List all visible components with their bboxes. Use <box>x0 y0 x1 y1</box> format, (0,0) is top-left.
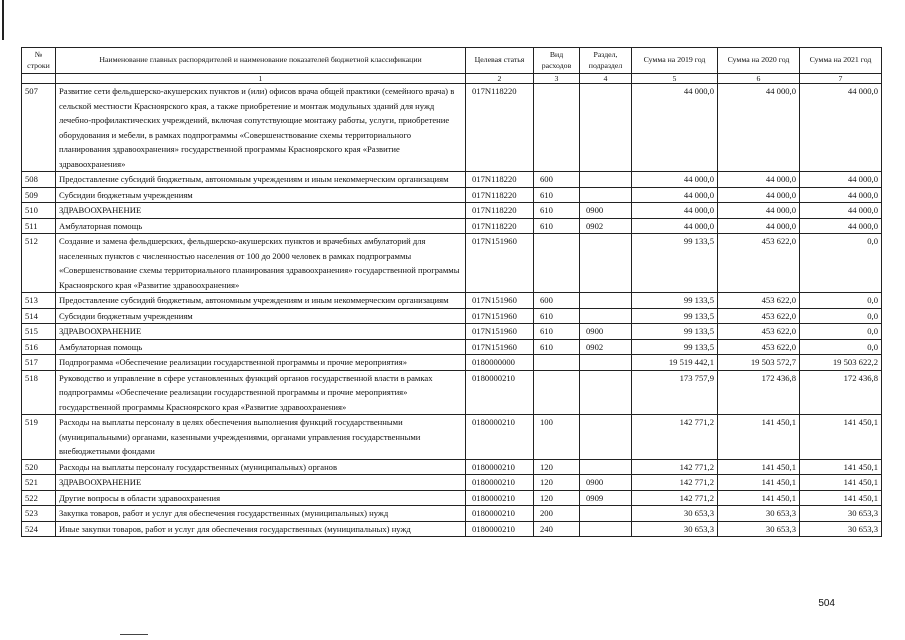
row-description: ЗДРАВООХРАНЕНИЕ <box>56 475 466 491</box>
table-row <box>22 506 882 522</box>
section-code <box>580 234 632 293</box>
section-code <box>580 370 632 415</box>
sum-2020: 30 653,3 <box>718 521 800 537</box>
expense-type: 240 <box>534 521 580 537</box>
expense-type: 610 <box>534 218 580 234</box>
row-number: 507 <box>22 84 56 172</box>
target-article: 017N151960 <box>466 339 534 355</box>
row-description: Руководство и управление в сфере установленных функций органов государственной власти в рамках подпрограммы «Обеспечение реализации государственной программы и прочие мероприятия» государственной программы Красноярского края «Развитие здравоохранения» <box>56 370 466 415</box>
column-number: 6 <box>718 74 800 84</box>
column-number: 5 <box>632 74 718 84</box>
table-row <box>22 293 882 309</box>
sum-2020: 44 000,0 <box>718 187 800 203</box>
sum-2020: 141 450,1 <box>718 490 800 506</box>
sum-2019: 30 653,3 <box>632 506 718 522</box>
sum-2020: 30 653,3 <box>718 506 800 522</box>
table-row <box>22 218 882 234</box>
target-article: 017N151960 <box>466 293 534 309</box>
sum-2020: 453 622,0 <box>718 324 800 340</box>
table-row <box>22 339 882 355</box>
section-code: 0909 <box>580 490 632 506</box>
expense-type: 120 <box>534 490 580 506</box>
row-number: 513 <box>22 293 56 309</box>
header-sum-2021: Сумма на 2021 год <box>800 48 882 74</box>
expense-type: 100 <box>534 415 580 460</box>
sum-2020: 44 000,0 <box>718 84 800 172</box>
sum-2021: 19 503 622,2 <box>800 355 882 371</box>
row-number: 510 <box>22 203 56 219</box>
row-number: 514 <box>22 308 56 324</box>
row-description: Подпрограмма «Обеспечение реализации государственной программы и прочие мероприятия» <box>56 355 466 371</box>
table-row <box>22 355 882 371</box>
header-section: Раздел, подраздел <box>580 48 632 74</box>
sum-2020: 141 450,1 <box>718 415 800 460</box>
section-code <box>580 172 632 188</box>
header-target: Целевая статья <box>466 48 534 74</box>
table-row <box>22 490 882 506</box>
sum-2019: 44 000,0 <box>632 203 718 219</box>
target-article: 0180000210 <box>466 459 534 475</box>
target-article: 017N118220 <box>466 218 534 234</box>
row-number: 522 <box>22 490 56 506</box>
section-code: 0902 <box>580 339 632 355</box>
expense-type <box>534 234 580 293</box>
column-number: 7 <box>800 74 882 84</box>
target-article: 0180000210 <box>466 521 534 537</box>
table-row <box>22 203 882 219</box>
table-row <box>22 324 882 340</box>
expense-type <box>534 370 580 415</box>
section-code <box>580 84 632 172</box>
sum-2020: 453 622,0 <box>718 293 800 309</box>
expense-type: 120 <box>534 475 580 491</box>
sum-2021: 44 000,0 <box>800 218 882 234</box>
sum-2021: 172 436,8 <box>800 370 882 415</box>
section-code <box>580 459 632 475</box>
target-article: 0180000210 <box>466 415 534 460</box>
header-row-no: № строки <box>22 48 56 74</box>
page-number: 504 <box>818 598 835 609</box>
section-code: 0900 <box>580 324 632 340</box>
sum-2019: 44 000,0 <box>632 218 718 234</box>
target-article: 017N118220 <box>466 187 534 203</box>
sum-2019: 142 771,2 <box>632 475 718 491</box>
table-row <box>22 172 882 188</box>
section-code <box>580 506 632 522</box>
sum-2019: 44 000,0 <box>632 187 718 203</box>
row-number: 524 <box>22 521 56 537</box>
expense-type: 610 <box>534 308 580 324</box>
row-number: 508 <box>22 172 56 188</box>
sum-2021: 141 450,1 <box>800 459 882 475</box>
target-article: 017N118220 <box>466 84 534 172</box>
sum-2019: 173 757,9 <box>632 370 718 415</box>
expense-type: 610 <box>534 324 580 340</box>
table-row <box>22 84 882 172</box>
table-row <box>22 415 882 460</box>
column-numbers-row <box>22 74 882 84</box>
table-row <box>22 475 882 491</box>
section-code <box>580 308 632 324</box>
row-description: Расходы на выплаты персоналу государственных (муниципальных) органов <box>56 459 466 475</box>
row-number: 521 <box>22 475 56 491</box>
table-body <box>22 84 882 537</box>
row-number: 517 <box>22 355 56 371</box>
footer-rule <box>120 634 148 635</box>
sum-2021: 141 450,1 <box>800 475 882 491</box>
sum-2021: 141 450,1 <box>800 415 882 460</box>
row-description: Субсидии бюджетным учреждениям <box>56 187 466 203</box>
header-row <box>22 48 882 74</box>
sum-2019: 44 000,0 <box>632 172 718 188</box>
table-row <box>22 234 882 293</box>
sum-2019: 142 771,2 <box>632 459 718 475</box>
sum-2020: 44 000,0 <box>718 218 800 234</box>
expense-type: 200 <box>534 506 580 522</box>
column-number: 1 <box>56 74 466 84</box>
table-row <box>22 308 882 324</box>
sum-2019: 99 133,5 <box>632 308 718 324</box>
column-number <box>22 74 56 84</box>
sum-2021: 44 000,0 <box>800 84 882 172</box>
row-number: 523 <box>22 506 56 522</box>
sum-2019: 142 771,2 <box>632 415 718 460</box>
row-description: Предоставление субсидий бюджетным, автономным учреждениям и иным некоммерческим организациям <box>56 172 466 188</box>
sum-2019: 19 519 442,1 <box>632 355 718 371</box>
header-sum-2020: Сумма на 2020 год <box>718 48 800 74</box>
row-number: 515 <box>22 324 56 340</box>
header-name: Наименование главных распорядителей и наименование показателей бюджетной классификации <box>56 48 466 74</box>
row-description: Амбулаторная помощь <box>56 339 466 355</box>
row-number: 512 <box>22 234 56 293</box>
margin-rule <box>2 0 4 40</box>
sum-2021: 30 653,3 <box>800 506 882 522</box>
table-row <box>22 187 882 203</box>
sum-2019: 44 000,0 <box>632 84 718 172</box>
row-number: 516 <box>22 339 56 355</box>
target-article: 017N118220 <box>466 172 534 188</box>
sum-2020: 44 000,0 <box>718 172 800 188</box>
sum-2020: 453 622,0 <box>718 339 800 355</box>
sum-2019: 99 133,5 <box>632 234 718 293</box>
column-number: 2 <box>466 74 534 84</box>
section-code: 0902 <box>580 218 632 234</box>
row-description: Амбулаторная помощь <box>56 218 466 234</box>
sum-2021: 44 000,0 <box>800 203 882 219</box>
target-article: 017N151960 <box>466 308 534 324</box>
section-code: 0900 <box>580 203 632 219</box>
row-number: 520 <box>22 459 56 475</box>
sum-2020: 453 622,0 <box>718 234 800 293</box>
sum-2021: 44 000,0 <box>800 187 882 203</box>
expense-type <box>534 355 580 371</box>
sum-2019: 99 133,5 <box>632 324 718 340</box>
row-number: 518 <box>22 370 56 415</box>
sum-2019: 30 653,3 <box>632 521 718 537</box>
sum-2020: 19 503 572,7 <box>718 355 800 371</box>
sum-2021: 141 450,1 <box>800 490 882 506</box>
header-type: Вид расходов <box>534 48 580 74</box>
column-number: 3 <box>534 74 580 84</box>
target-article: 017N118220 <box>466 203 534 219</box>
section-code <box>580 187 632 203</box>
table-row <box>22 521 882 537</box>
row-description: ЗДРАВООХРАНЕНИЕ <box>56 203 466 219</box>
sum-2021: 0,0 <box>800 339 882 355</box>
expense-type: 600 <box>534 293 580 309</box>
expense-type <box>534 84 580 172</box>
budget-table <box>21 47 882 537</box>
row-description: Субсидии бюджетным учреждениям <box>56 308 466 324</box>
target-article: 0180000210 <box>466 475 534 491</box>
row-number: 519 <box>22 415 56 460</box>
sum-2020: 141 450,1 <box>718 475 800 491</box>
sum-2020: 141 450,1 <box>718 459 800 475</box>
row-description: Иные закупки товаров, работ и услуг для обеспечения государственных (муниципальных) нужд <box>56 521 466 537</box>
row-description: ЗДРАВООХРАНЕНИЕ <box>56 324 466 340</box>
target-article: 0180000000 <box>466 355 534 371</box>
section-code <box>580 293 632 309</box>
header-sum-2019: Сумма на 2019 год <box>632 48 718 74</box>
sum-2021: 44 000,0 <box>800 172 882 188</box>
row-description: Другие вопросы в области здравоохранения <box>56 490 466 506</box>
target-article: 0180000210 <box>466 506 534 522</box>
section-code <box>580 415 632 460</box>
sum-2019: 99 133,5 <box>632 339 718 355</box>
sum-2019: 99 133,5 <box>632 293 718 309</box>
section-code: 0900 <box>580 475 632 491</box>
sum-2021: 30 653,3 <box>800 521 882 537</box>
expense-type: 610 <box>534 187 580 203</box>
expense-type: 120 <box>534 459 580 475</box>
target-article: 0180000210 <box>466 490 534 506</box>
row-description: Создание и замена фельдшерских, фельдшерско-акушерских пунктов и врачебных амбулаторий для населенных пунктов с численностью населения от 100 до 2000 человек в рамках подпрограммы «Совершенствование схемы территориального планирования здравоохранения» государственной программы Красноярского края «Развитие здравоохранения» <box>56 234 466 293</box>
expense-type: 610 <box>534 203 580 219</box>
sum-2020: 172 436,8 <box>718 370 800 415</box>
table-row <box>22 370 882 415</box>
column-number: 4 <box>580 74 632 84</box>
section-code <box>580 521 632 537</box>
target-article: 0180000210 <box>466 370 534 415</box>
target-article: 017N151960 <box>466 234 534 293</box>
sum-2021: 0,0 <box>800 234 882 293</box>
row-description: Расходы на выплаты персоналу в целях обеспечения выполнения функций государственными (муниципальными) органами, казенными учреждениями, органами управления государственными внебюджетными фондами <box>56 415 466 460</box>
row-description: Закупка товаров, работ и услуг для обеспечения государственных (муниципальных) нужд <box>56 506 466 522</box>
row-number: 509 <box>22 187 56 203</box>
table-row <box>22 459 882 475</box>
target-article: 017N151960 <box>466 324 534 340</box>
row-number: 511 <box>22 218 56 234</box>
sum-2020: 453 622,0 <box>718 308 800 324</box>
sum-2021: 0,0 <box>800 293 882 309</box>
expense-type: 610 <box>534 339 580 355</box>
row-description: Развитие сети фельдшерско-акушерских пунктов и (или) офисов врача общей практики (семейного врача) в сельской местности Красноярского края, а также приобретение и монтаж модульных зданий для нужд лечебно-профилактических учреждений, включая сопутствующие монтажу работы, услуги, приобретение оборудования и мебели, в рамках подпрограммы «Совершенствование схемы территориального планирования здравоохранения» государственной программы Красноярского края «Развитие здравоохранения» <box>56 84 466 172</box>
sum-2021: 0,0 <box>800 324 882 340</box>
sum-2019: 142 771,2 <box>632 490 718 506</box>
section-code <box>580 355 632 371</box>
expense-type: 600 <box>534 172 580 188</box>
sum-2021: 0,0 <box>800 308 882 324</box>
budget-table-container <box>21 47 882 537</box>
sum-2020: 44 000,0 <box>718 203 800 219</box>
row-description: Предоставление субсидий бюджетным, автономным учреждениям и иным некоммерческим организациям <box>56 293 466 309</box>
